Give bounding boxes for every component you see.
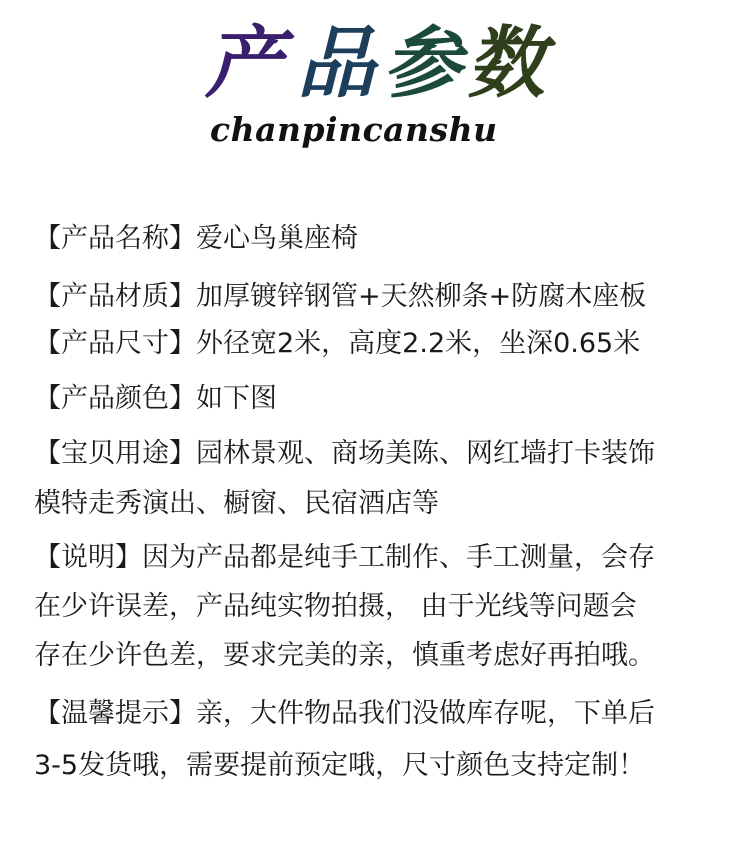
param-product-name: 【产品名称】爱心鸟巢座椅 (34, 223, 358, 254)
param-usage-line1: 【宝贝用途】园林景观、商场美陈、网红墙打卡装饰 (34, 438, 655, 469)
note-line3: 存在少许色差，要求完美的亲，慎重考虑好再拍哦。 (34, 640, 655, 671)
note-line2: 在少许误差，产品纯实物拍摄， 由于光线等问题会 (34, 591, 637, 622)
page-subtitle-pinyin: chanpincanshu (210, 110, 498, 149)
note-line1: 【说明】因为产品都是纯手工制作、手工测量，会存 (34, 542, 655, 573)
param-size: 【产品尺寸】外径宽2米，高度2.2米，坐深0.65米 (34, 328, 641, 359)
title-char: 品 (297, 18, 376, 109)
param-material: 【产品材质】加厚镀锌钢管+天然柳条+防腐木座板 (34, 281, 647, 312)
tip-line2: 3-5发货哦，需要提前预定哦，尺寸颜色支持定制！ (34, 750, 646, 781)
tip-line1: 【温馨提示】亲，大件物品我们没做库存呢，下单后 (34, 698, 655, 729)
title-char: 产 (205, 18, 284, 109)
title-char: 参 (383, 18, 462, 109)
title-char: 数 (467, 18, 546, 109)
param-usage-line2: 模特走秀演出、橱窗、民宿酒店等 (34, 488, 439, 519)
param-color: 【产品颜色】如下图 (34, 383, 277, 414)
